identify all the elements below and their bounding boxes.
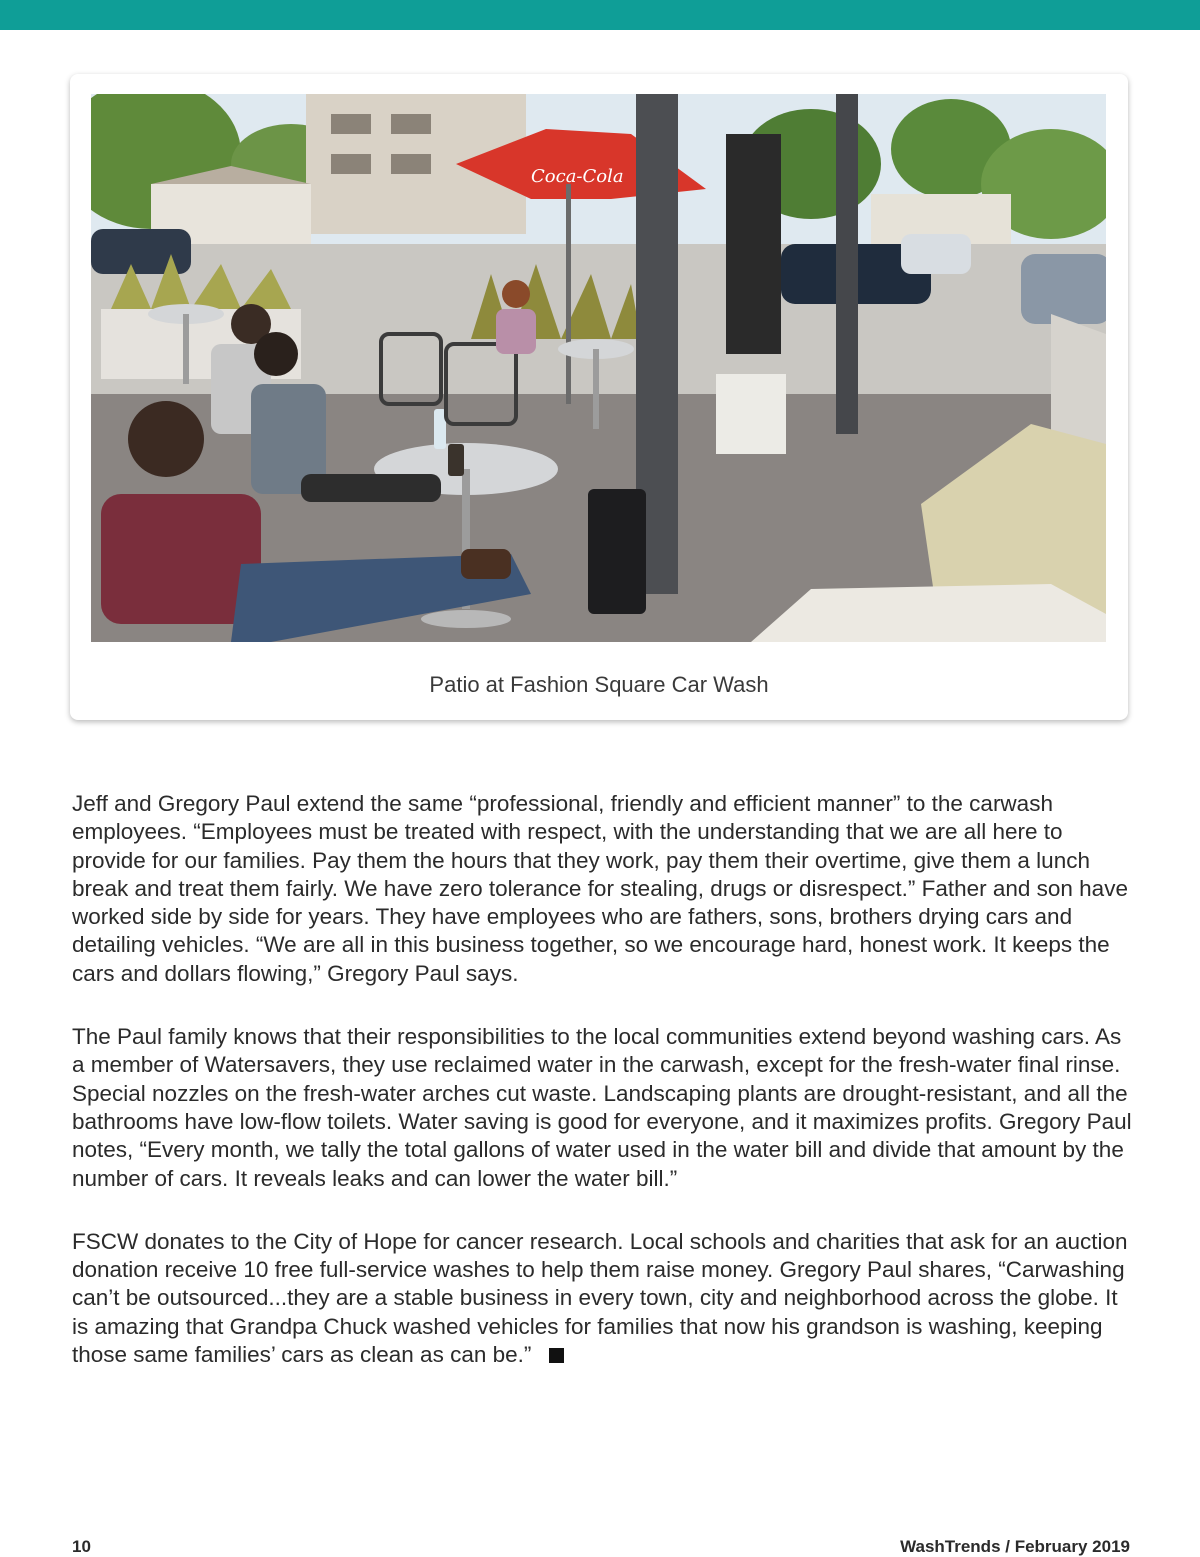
article-paragraph: The Paul family knows that their responsibilities to the local communities extend beyond washing cars. As a member of Watersavers, they use reclaimed water in the carwash, except for the fresh-water final rinse. Special nozzles on the fresh-water arches cut waste. Landscaping plants are drought-resistant, and all the bathrooms have low-flow toilets. Water saving is good for everyone, and it maximizes profits. Gregory Paul notes, “Every month, we tally the total gallons of water used in the water bill and divide that amount by the number of cars. It reveals leaks and can lower the water bill.” [72,1024,1132,1191]
photo-caption: Patio at Fashion Square Car Wash [429,672,769,697]
article-body [72,790,1132,1404]
photo-card [70,74,1128,720]
header-accent-bar [0,0,1200,30]
article-paragraph-text: FSCW donates to the City of Hope for cancer research. Local schools and charities that ask for an auction donation receive 10 free full-service washes to help them raise money. Gregory Paul shares, “Carwashing can’t be outsourced...they are a stable business in every town, city and neighborhood across the globe. It is amazing that Grandpa Chuck washed vehicles for families that now his grandson is washing, keeping those same families’ cars as clean as can be.” [72,1228,1128,1368]
umbrella-logo: Coca-Cola [531,166,624,187]
end-of-article-mark [549,1348,564,1363]
publication-footer: WashTrends / February 2019 [900,1537,1130,1556]
page-number: 10 [72,1537,91,1556]
article-paragraph: Jeff and Gregory Paul extend the same “professional, friendly and efficient manner” to the carwash employees. “Employees must be treated with respect, with the understanding that we are all here to provide for our families. Pay them the hours that they work, pay them their overtime, give them a lunch break and treat them fairly. We have zero tolerance for stealing, drugs or disrespect.” Father and son have worked side by side for years. They have employees who are fathers, sons, brothers drying cars and detailing vehicles. “We are all in this business together, so we encourage hard, honest work. It keeps the cars and dollars flowing,” Gregory Paul says. [72,791,1128,986]
article-paragraph [72,1228,1132,1369]
patio-photo [91,94,1106,642]
